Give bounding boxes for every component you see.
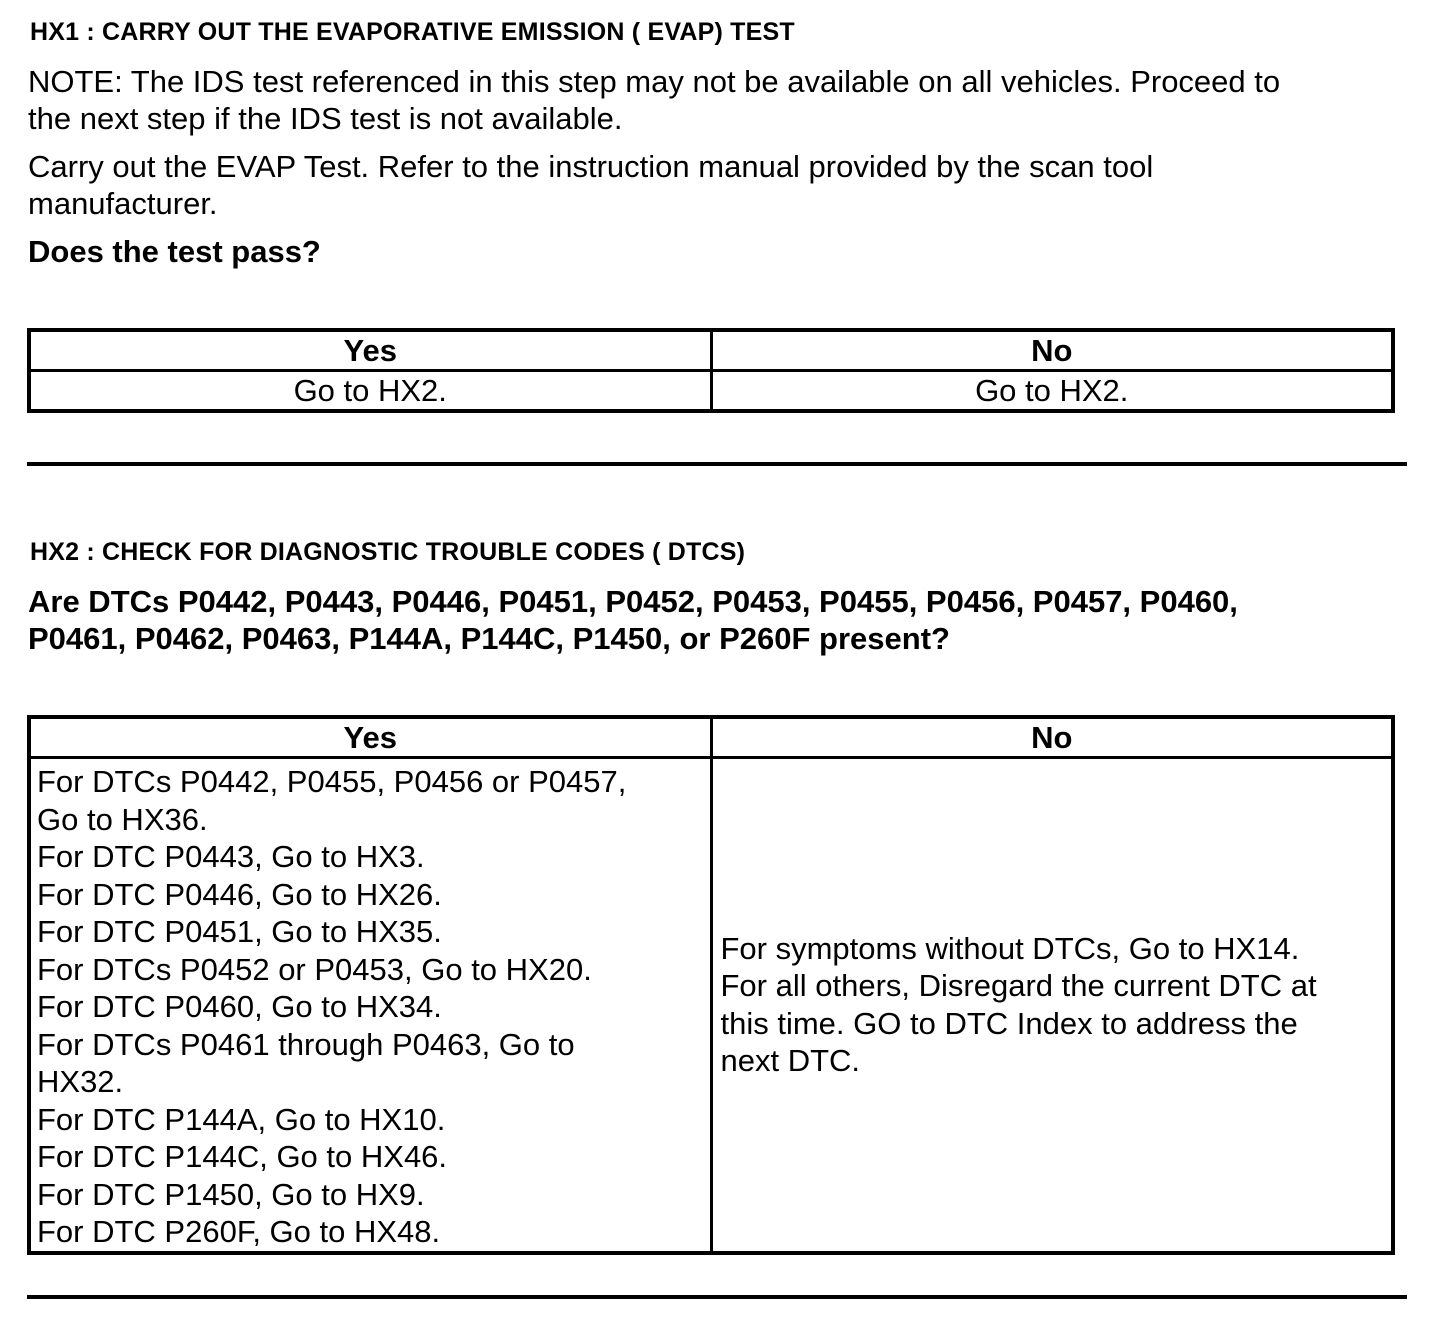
hx1-note	[28, 63, 1418, 137]
yes-action-line: HX32.	[37, 1064, 124, 1099]
hx1-instruction-line: manufacturer.	[28, 186, 218, 221]
yes-action-line: For DTC P260F, Go to HX48.	[37, 1214, 441, 1249]
no-action-line: For symptoms without DTCs, Go to HX14.	[720, 930, 1300, 966]
hx1-instruction-line: Carry out the EVAP Test. Refer to the instruction manual provided by the scan tool	[28, 149, 1154, 184]
hx1-step-title: HX1 : CARRY OUT THE EVAPORATIVE EMISSION ( EVAP) TEST	[30, 18, 795, 46]
hx1-question: Does the test pass?	[28, 234, 321, 269]
table-row	[29, 758, 1393, 1253]
yes-action-line: For DTC P144A, Go to HX10.	[37, 1101, 446, 1137]
yes-action-line: For DTC P1450, Go to HX9.	[37, 1176, 425, 1212]
no-action-cell	[711, 758, 1393, 1253]
yes-column-header: Yes	[29, 717, 711, 758]
table-row	[29, 371, 1393, 412]
yes-action-line: For DTCs P0442, P0455, P0456 or P0457,	[37, 764, 627, 799]
hx2-question	[28, 583, 1418, 657]
hx2-answer-table	[27, 715, 1395, 1255]
table-header-row	[29, 717, 1393, 758]
no-action-line: this time. GO to DTC Index to address the	[720, 1005, 1298, 1041]
yes-action-line: Go to HX36.	[37, 801, 208, 837]
no-action-line: For all others, Disregard the current DTC at	[720, 968, 1317, 1004]
yes-action-line: For DTC P0451, Go to HX35.	[37, 914, 442, 949]
hx1-answer-table	[27, 328, 1395, 413]
table-header-row	[29, 330, 1393, 371]
yes-action-line: For DTCs P0461 through P0463, Go to	[37, 1026, 575, 1062]
yes-action-line: For DTC P0443, Go to HX3.	[37, 839, 425, 874]
hx2-step-title: HX2 : CHECK FOR DIAGNOSTIC TROUBLE CODES ( DTCS)	[30, 538, 746, 566]
section-divider	[27, 1295, 1407, 1299]
yes-action-line: For DTC P0446, Go to HX26.	[37, 876, 442, 912]
section-divider	[27, 462, 1407, 466]
no-action-line: next DTC.	[720, 1043, 861, 1079]
hx1-note-line: the next step if the IDS test is not available.	[28, 101, 623, 136]
yes-action-line: For DTC P0460, Go to HX34.	[37, 989, 442, 1024]
no-action-cell: Go to HX2.	[711, 371, 1393, 412]
yes-column-header: Yes	[29, 330, 711, 371]
hx2-question-line: P0461, P0462, P0463, P144A, P144C, P1450, or P260F present?	[28, 621, 950, 656]
hx1-instruction	[28, 148, 1418, 222]
yes-action-line: For DTC P144C, Go to HX46.	[37, 1139, 448, 1174]
yes-action-cell: Go to HX2.	[29, 371, 711, 412]
no-column-header: No	[711, 717, 1393, 758]
yes-action-line: For DTCs P0452 or P0453, Go to HX20.	[37, 951, 592, 987]
yes-action-cell	[29, 758, 711, 1253]
hx1-note-line: NOTE: The IDS test referenced in this step may not be available on all vehicles. Proceed to	[28, 64, 1281, 99]
no-column-header: No	[711, 330, 1393, 371]
hx2-question-line: Are DTCs P0442, P0443, P0446, P0451, P0452, P0453, P0455, P0456, P0457, P0460,	[28, 584, 1238, 619]
